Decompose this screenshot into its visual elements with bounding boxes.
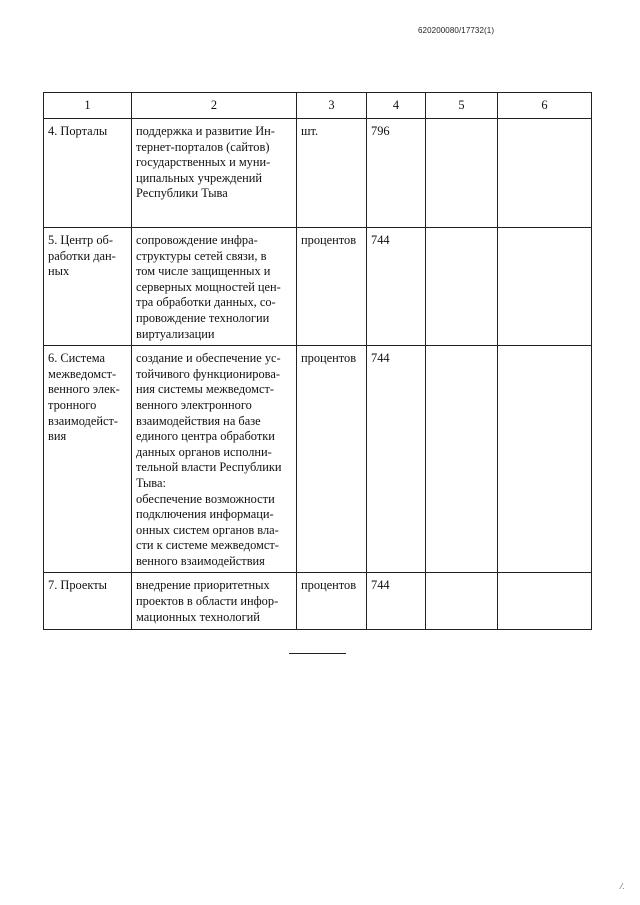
table-header-row xyxy=(44,93,592,119)
document-id: 620200080/17732(1) xyxy=(418,26,495,35)
row-col-5 xyxy=(426,228,498,346)
row-description: сопровождение инфра- структуры сетей связи, в том числе защищенных и серверных мощностей цен- тра обработки данных, со- провождение технологии виртуализации xyxy=(132,228,297,346)
row-title: 4. Порталы xyxy=(44,119,132,228)
row-code: 744 xyxy=(367,228,426,346)
row-col-5 xyxy=(426,119,498,228)
row-description: внедрение приоритетных проектов в области инфор- мационных технологий xyxy=(132,573,297,630)
closing-rule xyxy=(289,653,346,654)
row-title: 5. Центр об- работки дан- ных xyxy=(44,228,132,346)
header-col-6: 6 xyxy=(498,93,592,119)
row-title: 6. Система межведомст- венного элек- тронного взаимодейст- вия xyxy=(44,346,132,573)
row-description: поддержка и развитие Ин- тернет-порталов (сайтов) государственных и муни- ципальных учреждений Республики Тыва xyxy=(132,119,297,228)
row-unit: процентов xyxy=(297,573,367,630)
row-description: создание и обеспечение ус- тойчивого функционирова- ния системы межведомст- венного электронного взаимодействия на базе единого центра обработки данных органов исполни- тельной власти Республики Тыва: обеспечение возможности подключения информаци- онных систем органов вла- сти к системе межведомст- венного взаимодействия xyxy=(132,346,297,573)
row-col-6 xyxy=(498,346,592,573)
row-col-6 xyxy=(498,573,592,630)
row-col-5 xyxy=(426,573,498,630)
row-code: 796 xyxy=(367,119,426,228)
header-col-3: 3 xyxy=(297,93,367,119)
row-col-5 xyxy=(426,346,498,573)
row-col-6 xyxy=(498,228,592,346)
row-unit: процентов xyxy=(297,228,367,346)
row-unit: шт. xyxy=(297,119,367,228)
header-col-4: 4 xyxy=(367,93,426,119)
header-col-1: 1 xyxy=(44,93,132,119)
table-row xyxy=(44,119,592,228)
row-code: 744 xyxy=(367,346,426,573)
row-title: 7. Проекты xyxy=(44,573,132,630)
corner-mark: ⁄. xyxy=(621,882,625,891)
header-col-2: 2 xyxy=(132,93,297,119)
header-col-5: 5 xyxy=(426,93,498,119)
table-row xyxy=(44,573,592,630)
row-col-6 xyxy=(498,119,592,228)
table-row xyxy=(44,346,592,573)
row-code: 744 xyxy=(367,573,426,630)
row-unit: процентов xyxy=(297,346,367,573)
data-table xyxy=(43,92,592,630)
table-row xyxy=(44,228,592,346)
